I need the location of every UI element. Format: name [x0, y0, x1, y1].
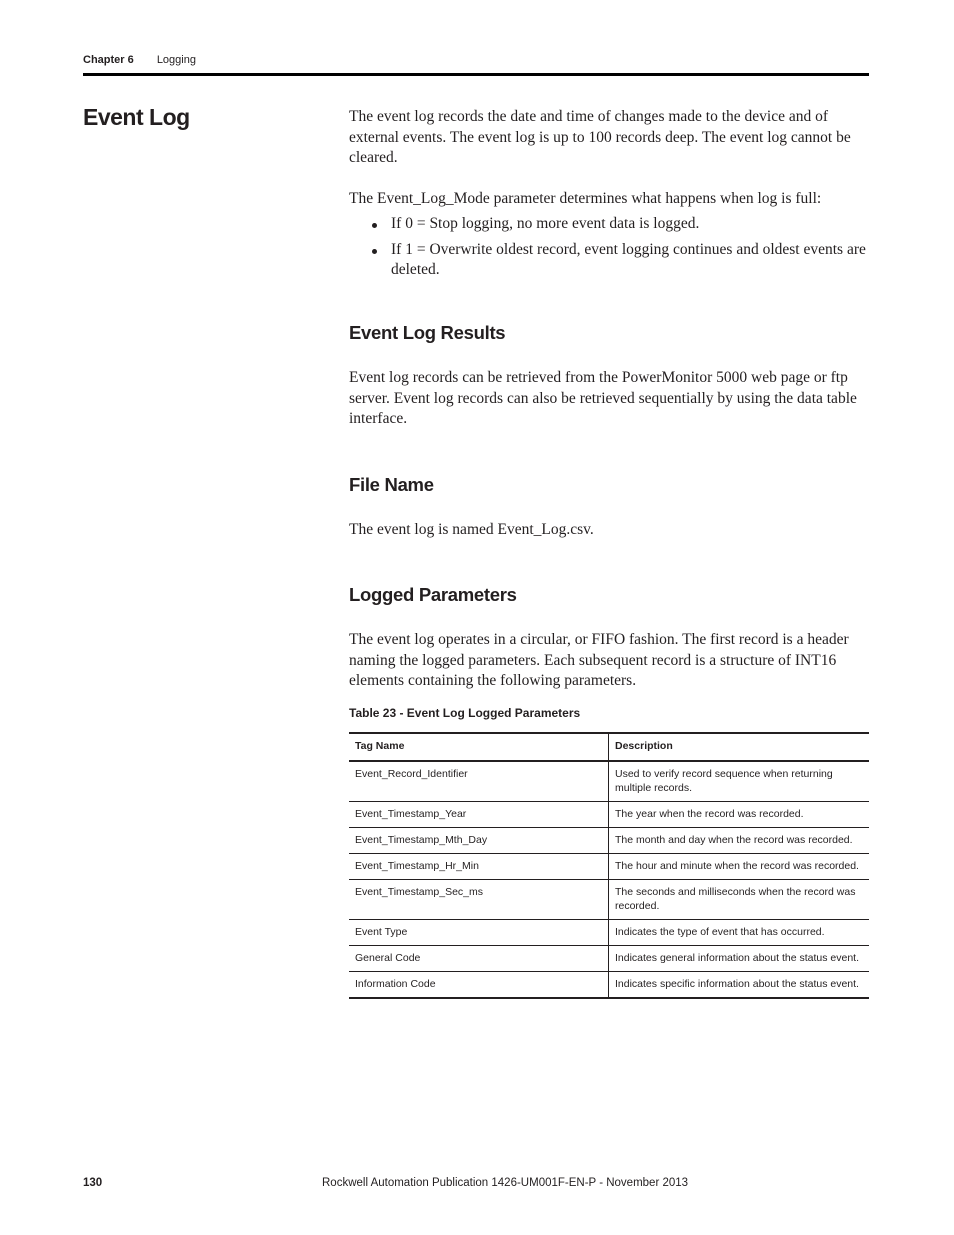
table-caption: Table 23 - Event Log Logged Parameters	[349, 706, 581, 720]
bullet-icon	[372, 223, 377, 228]
table-row	[349, 972, 869, 999]
list-item-text: If 1 = Overwrite oldest record, event logging continues and oldest events are deleted.	[391, 240, 866, 278]
logged-parameters-section	[349, 584, 869, 692]
chapter-label: Chapter 6	[83, 54, 134, 66]
file-name-paragraph: The event log is named Event_Log.csv.	[349, 521, 594, 538]
tag-name-cell: Event_Record_Identifier	[349, 761, 609, 802]
intro-paragraph-2: The Event_Log_Mode parameter determines what happens when log is full:	[349, 189, 822, 207]
tag-name-cell: Event_Timestamp_Year	[349, 802, 609, 828]
description-cell: The seconds and milliseconds when the record was recorded.	[609, 880, 870, 920]
table-row	[349, 946, 869, 972]
tag-name-cell: General Code	[349, 946, 609, 972]
parameters-table-wrapper	[349, 732, 869, 999]
results-section	[349, 322, 869, 430]
tag-name-cell: Event Type	[349, 920, 609, 946]
tag-name-cell: Information Code	[349, 972, 609, 999]
table-row	[349, 802, 869, 828]
section-label: Logging	[156, 54, 196, 66]
logged-parameters-paragraph: The event log operates in a circular, or FIFO fashion. The first record is a header naming the logged parameters. Each subsequent record is a structure of INT16 elements containing the following parameters.	[349, 631, 849, 689]
bullet-icon	[372, 249, 377, 254]
description-cell: Used to verify record sequence when returning multiple records.	[615, 768, 833, 794]
table-row	[349, 761, 869, 802]
results-heading: Event Log Results	[349, 322, 506, 343]
parameters-table	[349, 732, 869, 999]
tag-name-cell: Event_Timestamp_Mth_Day	[349, 828, 609, 854]
column-header-tag-name: Tag Name	[349, 733, 609, 761]
logged-parameters-heading: Logged Parameters	[349, 584, 517, 605]
header-rule	[83, 73, 869, 76]
file-name-heading: File Name	[349, 474, 434, 495]
publication-info: Rockwell Automation Publication 1426-UM001F-EN-P - November 2013	[322, 1177, 689, 1189]
results-paragraph: Event log records can be retrieved from the PowerMonitor 5000 web page or ftp server. Event log records can also be retrieved sequentially by using the data table interface.	[349, 369, 857, 427]
table-row	[349, 920, 869, 946]
page-number: 130	[83, 1177, 103, 1189]
description-cell: Indicates specific information about the status event.	[609, 972, 870, 999]
running-header	[83, 54, 196, 66]
description-cell: The hour and minute when the record was recorded.	[609, 854, 870, 880]
description-cell: The month and day when the record was recorded.	[609, 828, 870, 854]
list-item-text: If 0 = Stop logging, no more event data is logged.	[391, 215, 700, 232]
table-row	[349, 880, 869, 920]
file-name-section	[349, 474, 869, 541]
description-cell: Indicates general information about the status event.	[609, 946, 870, 972]
log-mode-list	[349, 214, 869, 281]
description-cell: Indicates the type of event that has occurred.	[609, 920, 870, 946]
table-row	[349, 828, 869, 854]
table-header-row	[349, 733, 869, 761]
description-cell: The year when the record was recorded.	[609, 802, 870, 828]
table-row	[349, 854, 869, 880]
tag-name-cell: Event_Timestamp_Sec_ms	[349, 880, 609, 920]
intro-section	[349, 107, 869, 286]
list-item	[349, 214, 869, 235]
tag-name-cell: Event_Timestamp_Hr_Min	[349, 854, 609, 880]
list-item	[349, 240, 869, 281]
intro-paragraph-1: The event log records the date and time of changes made to the device and of external events. The event log is up to 100 records deep. The event log cannot be cleared.	[349, 108, 851, 166]
page-title: Event Log	[83, 104, 190, 130]
column-header-description: Description	[609, 733, 870, 761]
